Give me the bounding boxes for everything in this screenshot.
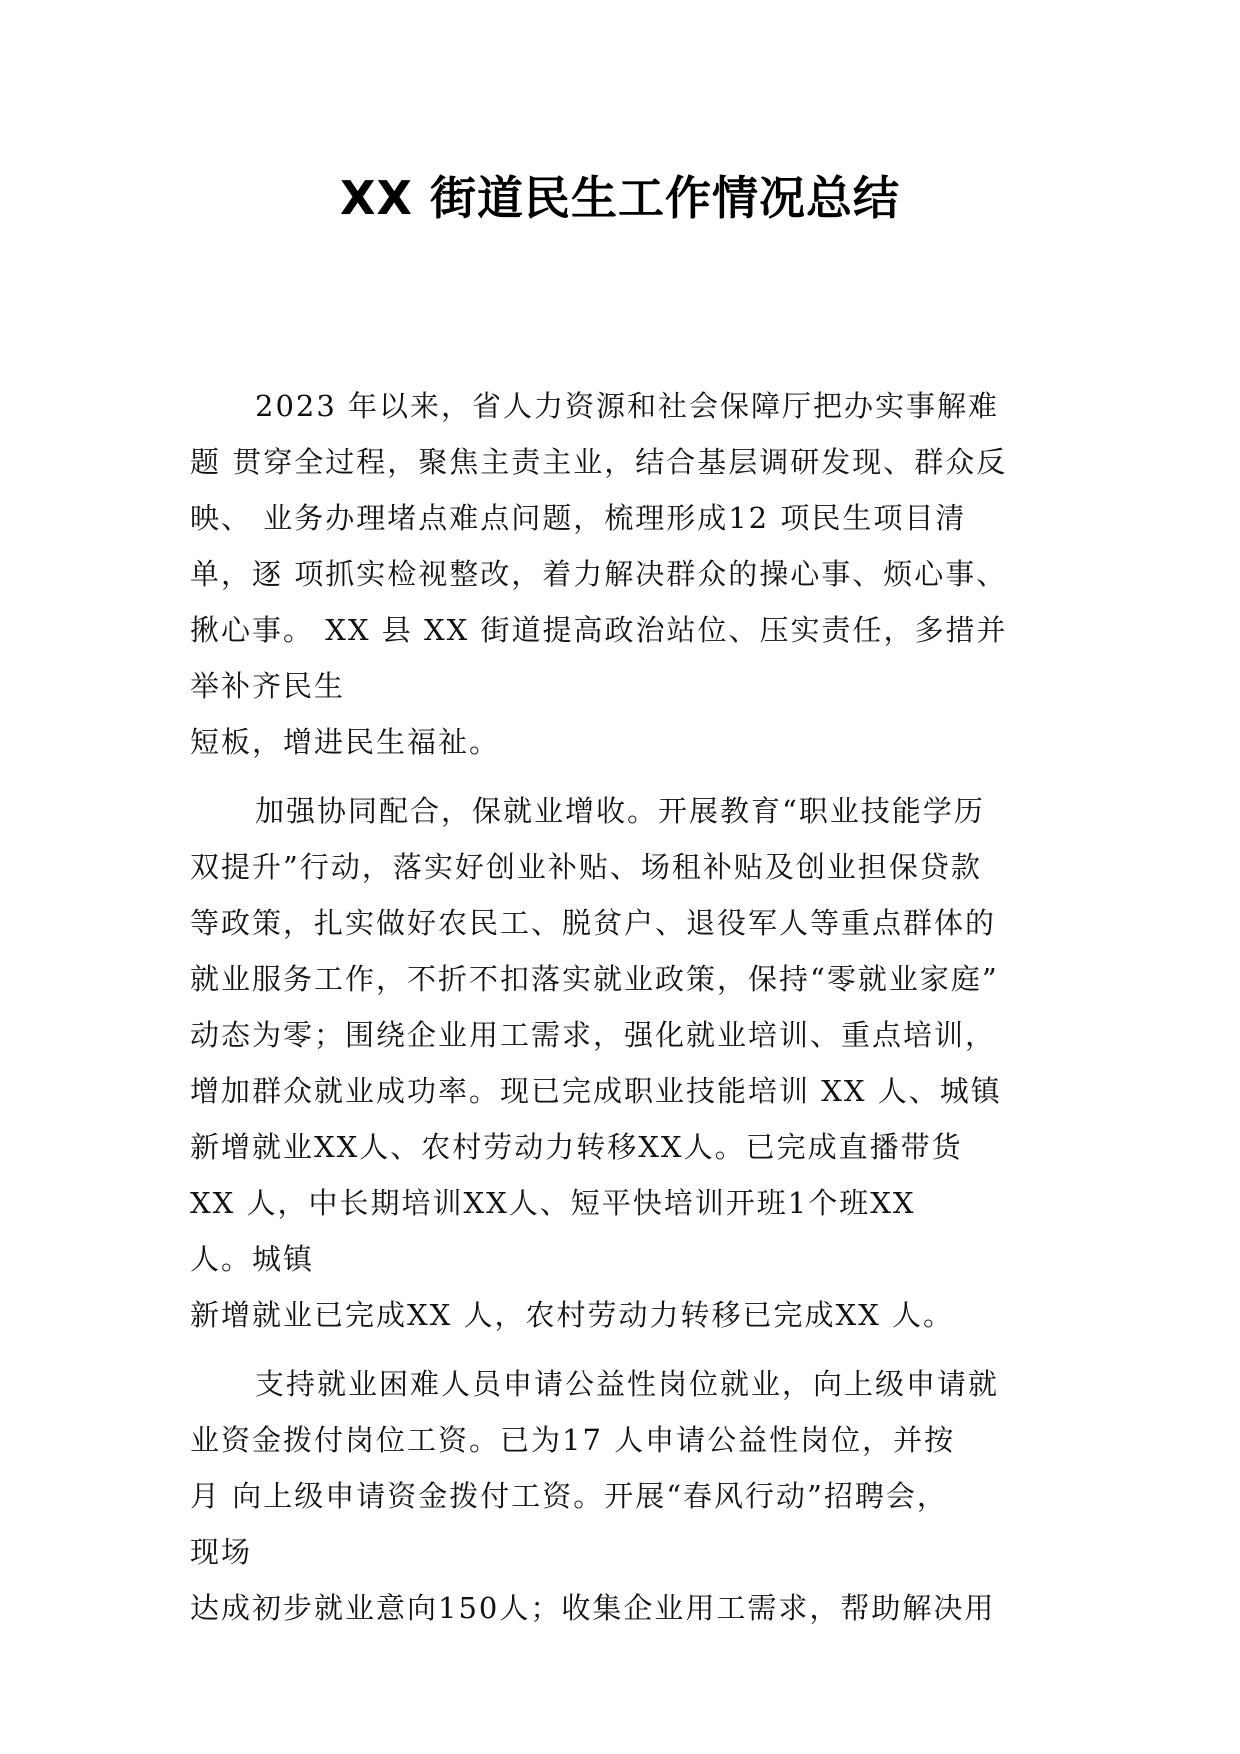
paragraph-line: 映、 业务办理堵点难点问题，梳理形成12 项民生项目清 [190, 501, 967, 535]
paragraph-line: 就业服务工作，不折不扣落实就业政策，保持“零就业家庭” [190, 962, 999, 996]
paragraph-line: 加强协同配合，保就业增收。开展教育“职业技能学历 [255, 794, 985, 828]
paragraph-line: 支持就业困难人员申请公益性岗位就业，向上级申请就 [255, 1367, 1000, 1401]
paragraph-line: 举补齐民生 [190, 669, 346, 703]
paragraph-line: 题 贯穿全过程，聚焦主责主业，结合基层调研发现、群众反 [190, 445, 1008, 479]
paragraph-line: 新增就业已完成XX 人，农村劳动力转移已完成XX 人。 [190, 1298, 955, 1332]
paragraph-line: XX 人，中长期培训XX人、短平快培训开班1个班XX [190, 1186, 916, 1220]
paragraph-line: 单，逐 项抓实检视整改，着力解决群众的操心事、烦心事、 [190, 557, 1008, 591]
paragraph-line: 2023 年以来，省人力资源和社会保障厅把办实事解难 [255, 389, 1000, 423]
paragraph-line: 短板，增进民生福祉。 [190, 725, 501, 759]
paragraph-line: 等政策，扎实做好农民工、脱贫户、退役军人等重点群体的 [190, 906, 997, 940]
paragraph-line: 达成初步就业意向150人；收集企业用工需求，帮助解决用 [190, 1591, 996, 1625]
paragraph-line: 动态为零；围绕企业用工需求，强化就业培训、重点培训， [190, 1018, 997, 1052]
document-title: XX 街道民生工作情况总结 [340, 171, 900, 225]
paragraph-line: 业资金拨付岗位工资。已为17 人申请公益性岗位，并按 [190, 1423, 956, 1457]
paragraph-line: 人。城镇 [190, 1242, 315, 1276]
paragraph-line: 现场 [190, 1535, 253, 1569]
paragraph-line: 揪心事。 XX 县 XX 街道提高政治站位、压实责任，多措并 [190, 613, 1008, 647]
paragraph-line: 双提升”行动，落实好创业补贴、场租补贴及创业担保贷款 [190, 850, 982, 884]
paragraph-line: 增加群众就业成功率。现已完成职业技能培训 XX 人、城镇 [190, 1074, 1002, 1108]
paragraph-line: 月 向上级申请资金拨付工资。开展“春风行动”招聘会， [190, 1479, 948, 1513]
paragraph-line: 新增就业XX人、农村劳动力转移XX人。已完成直播带货 [190, 1130, 963, 1164]
